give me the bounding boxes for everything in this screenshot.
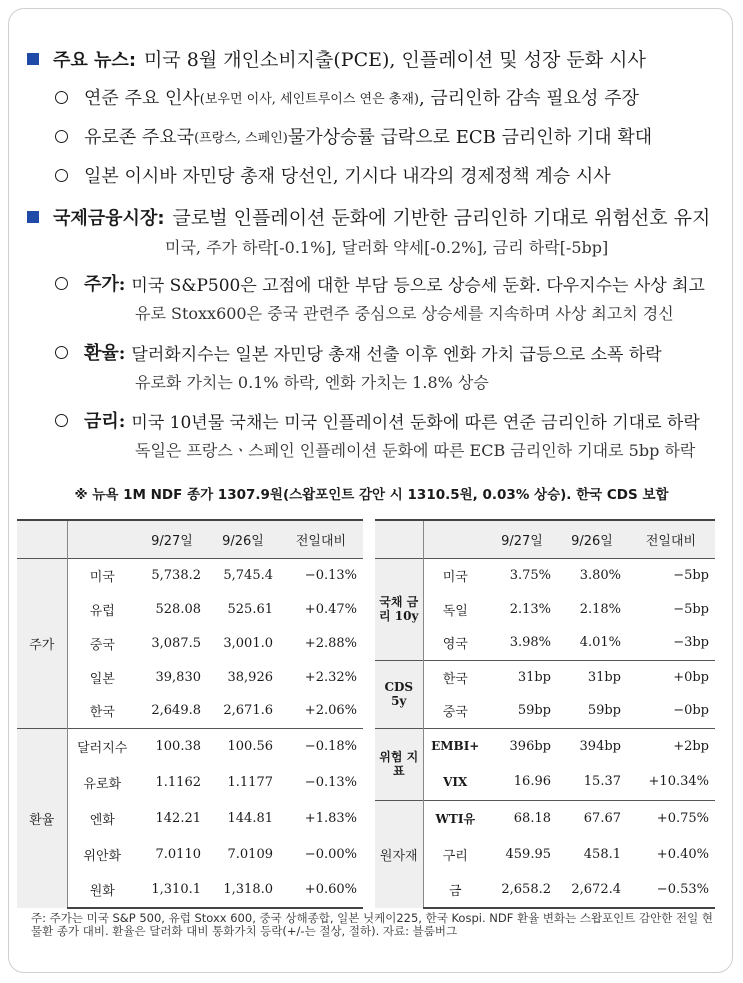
- market-item-stock: [55, 270, 705, 296]
- cell-value: 1,310.1: [137, 872, 207, 908]
- circle-bullet-icon: [55, 414, 68, 427]
- cell-value: 2.13%: [509, 601, 551, 617]
- cell-value: 3.98%: [509, 635, 551, 651]
- news-item-1: [55, 84, 639, 110]
- cell-value: 2,649.8: [151, 703, 201, 719]
- table-row: [17, 764, 363, 800]
- row-label: 달러지수: [67, 728, 137, 764]
- table-row: [17, 592, 363, 626]
- col-header: 9/26일: [557, 520, 627, 558]
- table-row: [375, 592, 715, 626]
- cell-value: 39,830: [155, 669, 201, 685]
- row-label: 구리: [442, 848, 468, 864]
- market-item-text: 미국 S&P500은 고점에 대한 부담 등으로 상승세 둔화. 다우지수는 사상 최고: [131, 275, 705, 296]
- table-row: [17, 694, 363, 728]
- cell-value: 5,738.2: [137, 558, 207, 592]
- table-row: [375, 626, 715, 660]
- cell-change: −0.13%: [304, 774, 357, 790]
- cell-change: −0bp: [673, 703, 709, 719]
- row-label: 엔화: [89, 812, 115, 828]
- cell-change: +1.83%: [304, 810, 357, 826]
- row-label: 유럽: [89, 603, 115, 619]
- cell-value: 15.37: [583, 774, 621, 790]
- market-item-sub: 유로화 가치는 0.1% 하락, 엔화 가치는 1.8% 상승: [135, 373, 489, 392]
- circle-bullet-icon: [55, 346, 68, 359]
- cell-value: 3.80%: [557, 558, 627, 592]
- cell-value: 4.01%: [579, 635, 621, 651]
- cell-value: 59bp: [517, 703, 551, 719]
- cell-value: 100.56: [207, 728, 279, 764]
- row-label: 영국: [442, 637, 468, 653]
- market-item-label: 금리:: [84, 411, 126, 432]
- report-card: [8, 8, 733, 973]
- table-row: [375, 728, 715, 764]
- cell-change: +2.88%: [304, 635, 357, 651]
- row-label: 일본: [89, 671, 115, 687]
- cell-change: −5bp: [673, 601, 709, 617]
- col-header: 전일대비: [627, 520, 715, 558]
- table-row: [375, 694, 715, 728]
- table-row: [17, 872, 363, 908]
- cell-value: 144.81: [227, 810, 273, 826]
- cell-change: −0.18%: [279, 728, 363, 764]
- right-market-table: [375, 519, 715, 909]
- cell-value: 5,745.4: [207, 558, 279, 592]
- table-row: [375, 558, 715, 592]
- cell-change: +0bp: [627, 660, 715, 694]
- cell-value: 528.08: [155, 601, 201, 617]
- section-label: 환율: [17, 728, 67, 908]
- col-header: 9/26일: [207, 520, 279, 558]
- square-bullet-icon: [27, 211, 39, 223]
- row-label: 유로화: [83, 776, 122, 792]
- cell-value: 16.96: [513, 774, 551, 790]
- cell-value: 525.61: [227, 601, 273, 617]
- cell-change: +2bp: [627, 728, 715, 764]
- row-label: 중국: [89, 637, 115, 653]
- cell-change: +10.34%: [648, 774, 709, 790]
- circle-bullet-icon: [55, 130, 68, 143]
- ndf-note: ※ 뉴욕 1M NDF 종가 1307.9원(스왑포인트 감안 시 1310.5원, 0.03% 상승). 한국 CDS 보합: [74, 487, 669, 503]
- row-label: EMBI+: [423, 728, 487, 764]
- cell-value: 38,926: [227, 669, 273, 685]
- col-header: 9/27일: [487, 520, 557, 558]
- cell-change: −5bp: [627, 558, 715, 592]
- cell-change: −0.13%: [279, 558, 363, 592]
- table-row: [17, 800, 363, 836]
- section-label: CDS 5y: [375, 660, 423, 728]
- cell-change: +0.75%: [627, 800, 715, 836]
- table-row: [375, 836, 715, 872]
- row-label: 미국: [423, 558, 487, 592]
- cell-change: −3bp: [673, 635, 709, 651]
- news-text: 미국 8월 개인소비지출(PCE), 인플레이션 및 성장 둔화 시사: [144, 49, 646, 71]
- market-headline: [27, 203, 710, 230]
- cell-change: −0.53%: [627, 872, 715, 908]
- cell-change: +0.60%: [279, 872, 363, 908]
- news-item-rest: 물가상승률 급락으로 ECB 금리인하 기대 확대: [287, 127, 653, 148]
- circle-bullet-icon: [55, 277, 68, 290]
- cell-value: 3,087.5: [151, 635, 201, 651]
- row-label: 한국: [89, 705, 115, 721]
- cell-value: 142.21: [155, 810, 201, 826]
- cell-value: 1.1177: [227, 774, 273, 790]
- table-row: [375, 764, 715, 800]
- cell-value: 100.38: [137, 728, 207, 764]
- col-header: 9/27일: [137, 520, 207, 558]
- section-label: 위험 지표: [375, 728, 423, 800]
- news-item-main: 연준 주요 인사: [84, 88, 200, 109]
- news-item-3: [55, 162, 611, 188]
- section-label: 국채 금리 10y: [375, 558, 423, 660]
- cell-change: +2.32%: [304, 669, 357, 685]
- market-item-rate: [55, 407, 700, 433]
- cell-value: 7.0110: [155, 846, 201, 862]
- cell-value: 2,658.2: [487, 872, 557, 908]
- cell-value: 2,672.4: [557, 872, 627, 908]
- cell-value: 31bp: [487, 660, 557, 694]
- section-label: 주가: [17, 558, 67, 728]
- news-item-rest: , 금리인하 감속 필요성 주장: [418, 88, 639, 109]
- square-bullet-icon: [27, 53, 39, 65]
- cell-value: 3,001.0: [223, 635, 273, 651]
- market-item-text: 달러화지수는 일본 자민당 총재 선출 이후 엔화 가치 급등으로 소폭 하락: [131, 344, 662, 365]
- table-row: [17, 836, 363, 872]
- news-item-main: 일본 이시바 자민당 총재 당선인, 기시다 내각의 경제정책 계승 시사: [84, 166, 611, 187]
- market-item-label: 주가:: [84, 274, 126, 295]
- cell-value: 3.75%: [487, 558, 557, 592]
- circle-bullet-icon: [55, 91, 68, 104]
- table-row: [375, 872, 715, 908]
- table-header-row: [17, 520, 363, 558]
- news-label: 주요 뉴스:: [53, 49, 137, 71]
- cell-change: −0.00%: [304, 846, 357, 862]
- row-label: 한국: [423, 660, 487, 694]
- table-row: [375, 800, 715, 836]
- table-header-row: [375, 520, 715, 558]
- cell-value: 7.0109: [227, 846, 273, 862]
- col-header: 전일대비: [279, 520, 363, 558]
- cell-value: 2,671.6: [223, 703, 273, 719]
- left-market-table: [17, 519, 363, 909]
- table-row: [17, 626, 363, 660]
- row-label: 독일: [442, 603, 468, 619]
- cell-value: 31bp: [557, 660, 627, 694]
- row-label: 미국: [67, 558, 137, 592]
- cell-value: 1.1162: [155, 774, 201, 790]
- cell-value: 1,318.0: [207, 872, 279, 908]
- news-item-small: (보우먼 이사, 세인트루이스 연은 총재): [199, 91, 419, 107]
- cell-change: +0.47%: [304, 601, 357, 617]
- table-row: [17, 728, 363, 764]
- cell-change: +0.40%: [656, 846, 709, 862]
- news-item-2: [55, 123, 652, 149]
- market-text: 글로벌 인플레이션 둔화에 기반한 금리인하 기대로 위험선호 유지: [172, 207, 711, 229]
- cell-value: 459.95: [505, 846, 551, 862]
- row-label: 위안화: [83, 848, 122, 864]
- footnote: 주: 주가는 미국 S&P 500, 유럽 Stoxx 600, 중국 상해종합, 일본 닛케이225, 한국 Kospi. NDF 환율 변화는 스왑포인트 감안한 전일 현물환 종가 대비. 환율은 달러화 대비 통화가치 등락(+/-는 절상, 절하). 자료: 블룸버그: [31, 911, 714, 938]
- market-item-sub: 유로 Stoxx600은 중국 관련주 중심으로 상승세를 지속하며 사상 최고치 경신: [135, 304, 674, 323]
- cell-value: 68.18: [487, 800, 557, 836]
- market-item-fx: [55, 339, 662, 365]
- row-label: VIX: [443, 774, 468, 789]
- circle-bullet-icon: [55, 169, 68, 182]
- table-row: [17, 558, 363, 592]
- row-label: 원화: [67, 872, 137, 908]
- table-row: [17, 660, 363, 694]
- cell-change: +2.06%: [304, 703, 357, 719]
- cell-value: 67.67: [557, 800, 627, 836]
- cell-value: 59bp: [587, 703, 621, 719]
- row-label: 중국: [442, 705, 468, 721]
- cell-value: 394bp: [557, 728, 627, 764]
- news-item-small: (프랑스, 스페인): [194, 130, 288, 146]
- row-label: 금: [423, 872, 487, 908]
- row-label: WTI유: [423, 800, 487, 836]
- market-subline: 미국, 주가 하락[-0.1%], 달러화 약세[-0.2%], 금리 하락[-5bp]: [165, 238, 609, 257]
- market-item-label: 환율:: [84, 343, 126, 364]
- market-item-text: 미국 10년물 국채는 미국 인플레이션 둔화에 따른 연준 금리인하 기대로 하락: [131, 412, 700, 433]
- cell-value: 396bp: [487, 728, 557, 764]
- cell-value: 458.1: [583, 846, 621, 862]
- news-headline: [27, 45, 646, 72]
- section-label: 원자재: [375, 800, 423, 908]
- cell-value: 2.18%: [579, 601, 621, 617]
- news-item-main: 유로존 주요국: [84, 127, 195, 148]
- market-label: 국제금융시장:: [53, 207, 165, 229]
- market-item-sub: 독일은 프랑스ㆍ스페인 인플레이션 둔화에 따른 ECB 금리인하 기대로 5bp 하락: [135, 441, 696, 460]
- table-row: [375, 660, 715, 694]
